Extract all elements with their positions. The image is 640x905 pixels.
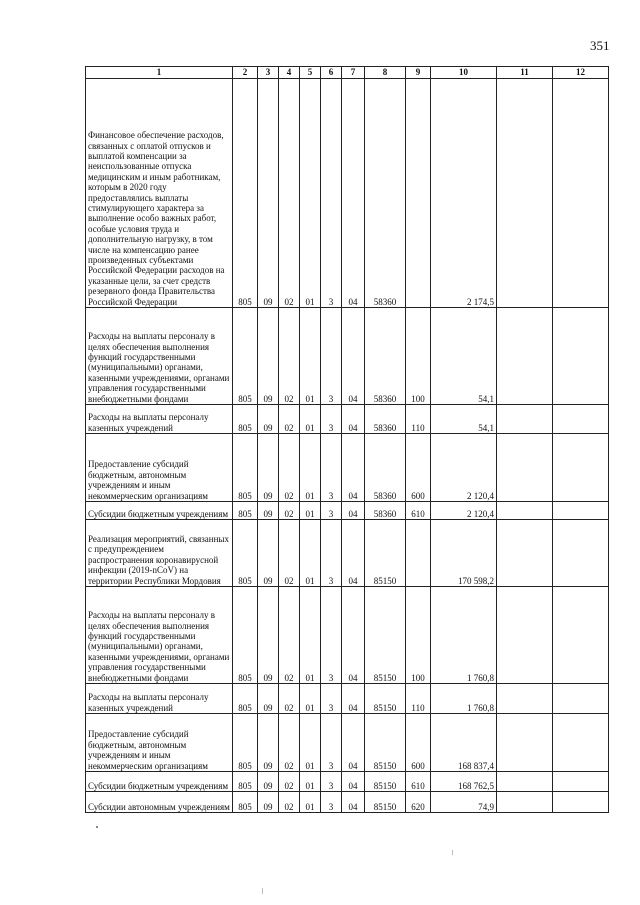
cell-col-8: 85150 [365,714,406,772]
cell-col-7: 04 [342,434,365,502]
cell-col-3: 09 [258,502,279,520]
cell-col-6: 3 [321,684,342,714]
cell-col-3: 09 [258,684,279,714]
row-name: Реализация мероприятий, связанных с предупреждением распространения коронавирусной инфекции (2019-nCoV) на территории Республики Мордовия [86,520,233,587]
header-col-9: 9 [406,67,431,79]
cell-col-10: 2 120,4 [431,434,497,502]
cell-col-3: 09 [258,308,279,405]
scan-mark [262,888,263,894]
cell-col-5: 01 [300,684,321,714]
cell-col-6: 3 [321,434,342,502]
cell-col-9: 110 [406,684,431,714]
header-col-11: 11 [497,67,553,79]
cell-col-7: 04 [342,587,365,684]
cell-col-5: 01 [300,502,321,520]
cell-col-6: 3 [321,405,342,434]
cell-col-8: 85150 [365,772,406,792]
cell-col-10: 168 837,4 [431,714,497,772]
cell-col-10: 1 760,8 [431,587,497,684]
cell-col-2: 805 [233,502,258,520]
cell-col-9: 600 [406,434,431,502]
cell-col-7: 04 [342,520,365,587]
cell-col-2: 805 [233,587,258,684]
table-row [86,684,609,714]
cell-col-10: 1 760,8 [431,684,497,714]
cell-col-11 [497,714,553,772]
cell-col-9 [406,79,431,308]
cell-col-4: 02 [279,714,300,772]
cell-col-2: 805 [233,684,258,714]
cell-col-11 [497,520,553,587]
table-row [86,792,609,813]
header-col-10: 10 [431,67,497,79]
cell-col-8: 58360 [365,79,406,308]
cell-col-12 [553,792,609,813]
table-row [86,308,609,405]
cell-col-12 [553,405,609,434]
cell-col-6: 3 [321,587,342,684]
cell-col-5: 01 [300,792,321,813]
cell-col-3: 09 [258,520,279,587]
cell-col-2: 805 [233,792,258,813]
header-col-8: 8 [365,67,406,79]
cell-col-12 [553,502,609,520]
table-row [86,714,609,772]
cell-col-5: 01 [300,434,321,502]
cell-col-8: 58360 [365,405,406,434]
table-row [86,520,609,587]
cell-col-4: 02 [279,587,300,684]
cell-col-8: 85150 [365,587,406,684]
cell-col-2: 805 [233,714,258,772]
cell-col-3: 09 [258,714,279,772]
cell-col-12 [553,714,609,772]
cell-col-4: 02 [279,520,300,587]
cell-col-6: 3 [321,792,342,813]
header-col-3: 3 [258,67,279,79]
cell-col-7: 04 [342,792,365,813]
cell-col-5: 01 [300,772,321,792]
cell-col-2: 805 [233,308,258,405]
cell-col-12 [553,587,609,684]
row-name: Расходы на выплаты персоналу в целях обеспечения выполнения функций государственными (муниципальными) органами, казенными учреждениями, органами управления государственными внебюджетными фондами [86,587,233,684]
row-name: Расходы на выплаты персоналу казенных учреждений [86,684,233,714]
cell-col-11 [497,772,553,792]
cell-col-11 [497,792,553,813]
cell-col-8: 58360 [365,502,406,520]
cell-col-12 [553,79,609,308]
table-row [86,502,609,520]
row-name: Финансовое обеспечение расходов, связанных с оплатой отпусков и выплатой компенсации за неиспользованные отпуска медицинским и иным работникам, которым в 2020 году предоставлялись выплаты стимулирующего характера за выполнение особо важных работ, особые условия труда и дополнительную нагрузку, в том числе на компенсацию ранее произведенных субъектами Российской Федерации расходов на указанные цели, за счет средств резервного фонда Правительства Российской Федерации [86,79,233,308]
cell-col-3: 09 [258,405,279,434]
cell-col-3: 09 [258,434,279,502]
cell-col-5: 01 [300,714,321,772]
cell-col-3: 09 [258,587,279,684]
header-col-12: 12 [553,67,609,79]
row-name: Субсидии бюджетным учреждениям [86,772,233,792]
cell-col-6: 3 [321,520,342,587]
cell-col-2: 805 [233,405,258,434]
cell-col-4: 02 [279,772,300,792]
cell-col-5: 01 [300,79,321,308]
cell-col-8: 58360 [365,434,406,502]
cell-col-10: 2 120,4 [431,502,497,520]
cell-col-11 [497,308,553,405]
table-row [86,587,609,684]
header-col-6: 6 [321,67,342,79]
cell-col-5: 01 [300,308,321,405]
row-name: Субсидии автономным учреждениям [86,792,233,813]
row-name: Предоставление субсидий бюджетным, автономным учреждениям и иным некоммерческим организациям [86,434,233,502]
cell-col-6: 3 [321,714,342,772]
cell-col-7: 04 [342,684,365,714]
cell-col-9: 610 [406,502,431,520]
row-name: Расходы на выплаты персоналу казенных учреждений [86,405,233,434]
budget-table [85,66,609,813]
header-col-4: 4 [279,67,300,79]
cell-col-8: 85150 [365,684,406,714]
table-body [86,79,609,813]
header-col-5: 5 [300,67,321,79]
cell-col-10: 74,9 [431,792,497,813]
cell-col-9: 620 [406,792,431,813]
cell-col-11 [497,684,553,714]
row-name: Расходы на выплаты персоналу в целях обеспечения выполнения функций государственными (муниципальными) органами, казенными учреждениями, органами управления государственными внебюджетными фондами [86,308,233,405]
cell-col-6: 3 [321,308,342,405]
cell-col-9: 100 [406,308,431,405]
cell-col-6: 3 [321,772,342,792]
header-col-2: 2 [233,67,258,79]
scan-mark [452,850,453,855]
cell-col-11 [497,405,553,434]
cell-col-4: 02 [279,308,300,405]
table-row [86,772,609,792]
table-row [86,405,609,434]
cell-col-12 [553,308,609,405]
header-row [86,67,609,79]
scan-mark [96,826,98,828]
cell-col-4: 02 [279,405,300,434]
cell-col-7: 04 [342,308,365,405]
cell-col-10: 170 598,2 [431,520,497,587]
cell-col-9: 100 [406,587,431,684]
cell-col-8: 85150 [365,520,406,587]
cell-col-12 [553,434,609,502]
row-name: Субсидии бюджетным учреждениям [86,502,233,520]
cell-col-12 [553,684,609,714]
cell-col-2: 805 [233,434,258,502]
cell-col-7: 04 [342,502,365,520]
cell-col-2: 805 [233,520,258,587]
cell-col-4: 02 [279,434,300,502]
cell-col-7: 04 [342,714,365,772]
cell-col-10: 54,1 [431,405,497,434]
cell-col-8: 58360 [365,308,406,405]
header-col-1: 1 [86,67,233,79]
page-number: 351 [590,38,610,53]
cell-col-3: 09 [258,792,279,813]
cell-col-7: 04 [342,405,365,434]
cell-col-4: 02 [279,502,300,520]
cell-col-10: 168 762,5 [431,772,497,792]
header-col-7: 7 [342,67,365,79]
cell-col-5: 01 [300,405,321,434]
cell-col-8: 85150 [365,792,406,813]
cell-col-9 [406,520,431,587]
cell-col-6: 3 [321,79,342,308]
cell-col-10: 2 174,5 [431,79,497,308]
cell-col-4: 02 [279,792,300,813]
cell-col-7: 04 [342,772,365,792]
cell-col-3: 09 [258,772,279,792]
cell-col-11 [497,587,553,684]
cell-col-2: 805 [233,79,258,308]
cell-col-7: 04 [342,79,365,308]
table-row [86,434,609,502]
cell-col-9: 110 [406,405,431,434]
cell-col-4: 02 [279,684,300,714]
cell-col-12 [553,520,609,587]
cell-col-9: 600 [406,714,431,772]
cell-col-3: 09 [258,79,279,308]
row-name: Предоставление субсидий бюджетным, автономным учреждениям и иным некоммерческим организациям [86,714,233,772]
cell-col-9: 610 [406,772,431,792]
cell-col-10: 54,1 [431,308,497,405]
cell-col-6: 3 [321,502,342,520]
cell-col-5: 01 [300,520,321,587]
cell-col-12 [553,772,609,792]
cell-col-11 [497,434,553,502]
cell-col-2: 805 [233,772,258,792]
table-row [86,79,609,308]
cell-col-5: 01 [300,587,321,684]
cell-col-11 [497,79,553,308]
cell-col-11 [497,502,553,520]
cell-col-4: 02 [279,79,300,308]
